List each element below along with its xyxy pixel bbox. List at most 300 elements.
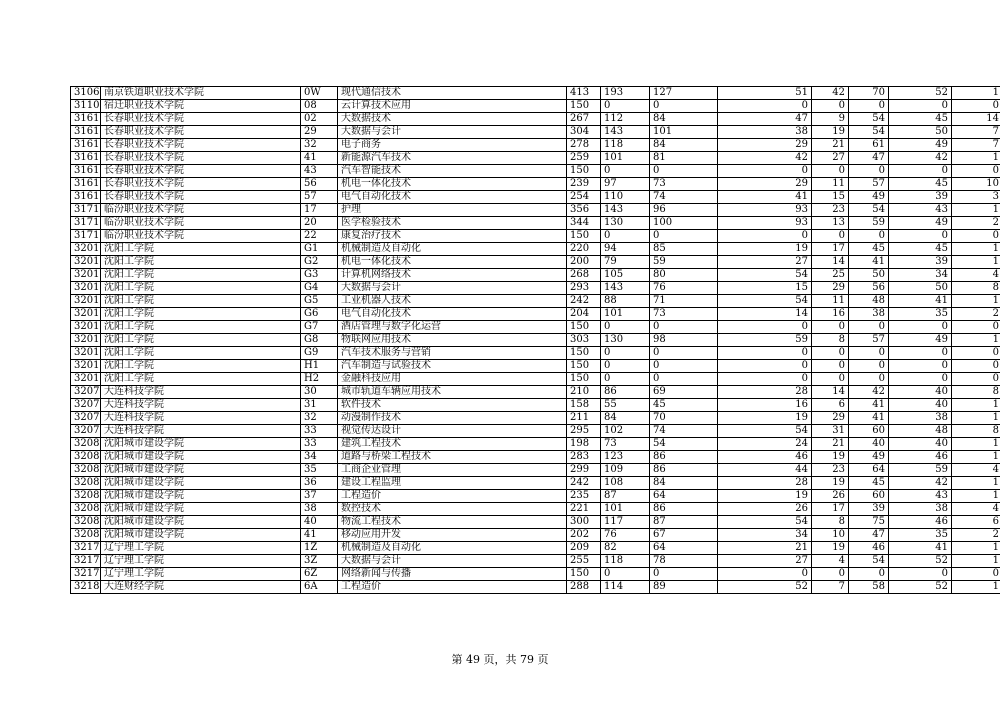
school-code-cell: 3217 (71, 542, 101, 555)
col-5-cell: 303 (567, 334, 601, 347)
table-row (71, 152, 1000, 165)
major-code-cell: 1Z (301, 542, 338, 555)
col-12-cell: 1 (952, 451, 1000, 464)
col-9-cell: 0 (812, 100, 849, 113)
col-7-cell: 73 (650, 178, 718, 191)
col-8-cell: 54 (718, 295, 812, 308)
table-row (71, 581, 1000, 594)
school-code-cell: 3171 (71, 230, 101, 243)
major-code-cell: 6Z (301, 568, 338, 581)
school-name-cell: 长春职业技术学院 (101, 139, 301, 152)
school-code-cell: 3207 (71, 399, 101, 412)
col-7-cell: 0 (650, 373, 718, 386)
col-5-cell: 209 (567, 542, 601, 555)
col-11-cell: 50 (889, 282, 952, 295)
col-11-cell: 46 (889, 516, 952, 529)
col-11-cell: 45 (889, 243, 952, 256)
col-8-cell: 24 (718, 438, 812, 451)
col-7-cell: 98 (650, 334, 718, 347)
school-code-cell: 3208 (71, 451, 101, 464)
col-11-cell: 49 (889, 139, 952, 152)
col-6-cell: 0 (601, 360, 650, 373)
col-7-cell: 45 (650, 399, 718, 412)
school-code-cell: 3208 (71, 477, 101, 490)
school-name-cell: 沈阳城市建设学院 (101, 516, 301, 529)
col-5-cell: 304 (567, 126, 601, 139)
school-code-cell: 3201 (71, 373, 101, 386)
col-12-cell: 0 (952, 360, 1000, 373)
col-6-cell: 143 (601, 282, 650, 295)
col-6-cell: 102 (601, 425, 650, 438)
col-9-cell: 0 (812, 373, 849, 386)
col-12-cell: 3 (952, 191, 1000, 204)
school-code-cell: 3208 (71, 529, 101, 542)
col-9-cell: 11 (812, 295, 849, 308)
col-7-cell: 86 (650, 464, 718, 477)
school-code-cell: 3201 (71, 269, 101, 282)
col-9-cell: 29 (812, 282, 849, 295)
col-5-cell: 202 (567, 529, 601, 542)
col-6-cell: 114 (601, 581, 650, 594)
major-code-cell: 30 (301, 386, 338, 399)
school-name-cell: 长春职业技术学院 (101, 126, 301, 139)
school-code-cell: 3207 (71, 412, 101, 425)
school-name-cell: 临汾职业技术学院 (101, 230, 301, 243)
col-12-cell: 0 (952, 165, 1000, 178)
col-6-cell: 101 (601, 308, 650, 321)
col-10-cell: 57 (849, 178, 889, 191)
col-5-cell: 295 (567, 425, 601, 438)
col-9-cell: 19 (812, 542, 849, 555)
col-12-cell: 1 (952, 477, 1000, 490)
col-11-cell: 42 (889, 477, 952, 490)
col-12-cell: 1 (952, 334, 1000, 347)
col-5-cell: 198 (567, 438, 601, 451)
col-7-cell: 127 (650, 87, 718, 100)
table-row (71, 555, 1000, 568)
col-9-cell: 19 (812, 477, 849, 490)
col-7-cell: 81 (650, 152, 718, 165)
col-8-cell: 54 (718, 516, 812, 529)
major-name-cell: 新能源汽车技术 (338, 152, 567, 165)
table-row (71, 178, 1000, 191)
school-code-cell: 3207 (71, 425, 101, 438)
col-5-cell: 150 (567, 373, 601, 386)
table-row (71, 100, 1000, 113)
col-12-cell: 8 (952, 282, 1000, 295)
col-7-cell: 0 (650, 100, 718, 113)
major-code-cell: 20 (301, 217, 338, 230)
col-8-cell: 29 (718, 178, 812, 191)
col-10-cell: 41 (849, 256, 889, 269)
col-8-cell: 51 (718, 87, 812, 100)
col-5-cell: 300 (567, 516, 601, 529)
col-12-cell: 6 (952, 516, 1000, 529)
school-name-cell: 临汾职业技术学院 (101, 217, 301, 230)
major-name-cell: 云计算技术应用 (338, 100, 567, 113)
col-9-cell: 9 (812, 113, 849, 126)
major-name-cell: 机电一体化技术 (338, 178, 567, 191)
col-10-cell: 54 (849, 126, 889, 139)
col-12-cell: 0 (952, 321, 1000, 334)
major-name-cell: 城市轨道车辆应用技术 (338, 386, 567, 399)
major-code-cell: G4 (301, 282, 338, 295)
col-6-cell: 130 (601, 217, 650, 230)
col-10-cell: 54 (849, 113, 889, 126)
col-11-cell: 52 (889, 555, 952, 568)
col-7-cell: 84 (650, 477, 718, 490)
table-row (71, 230, 1000, 243)
school-code-cell: 3217 (71, 555, 101, 568)
school-code-cell: 3201 (71, 256, 101, 269)
col-5-cell: 150 (567, 230, 601, 243)
col-10-cell: 64 (849, 464, 889, 477)
col-8-cell: 0 (718, 321, 812, 334)
col-5-cell: 288 (567, 581, 601, 594)
col-8-cell: 0 (718, 347, 812, 360)
school-name-cell: 宿迁职业技术学院 (101, 100, 301, 113)
col-6-cell: 82 (601, 542, 650, 555)
col-12-cell: 0 (952, 347, 1000, 360)
col-7-cell: 89 (650, 581, 718, 594)
major-name-cell: 医学检验技术 (338, 217, 567, 230)
col-6-cell: 0 (601, 165, 650, 178)
school-code-cell: 3161 (71, 191, 101, 204)
col-6-cell: 73 (601, 438, 650, 451)
major-name-cell: 机械制造及自动化 (338, 243, 567, 256)
table-row (71, 568, 1000, 581)
col-8-cell: 54 (718, 269, 812, 282)
major-name-cell: 大数据与会计 (338, 555, 567, 568)
col-11-cell: 42 (889, 152, 952, 165)
table-row (71, 542, 1000, 555)
major-name-cell: 软件技术 (338, 399, 567, 412)
col-10-cell: 70 (849, 87, 889, 100)
col-11-cell: 35 (889, 529, 952, 542)
col-12-cell: 1 (952, 581, 1000, 594)
col-11-cell: 52 (889, 581, 952, 594)
col-7-cell: 70 (650, 412, 718, 425)
col-5-cell: 254 (567, 191, 601, 204)
col-8-cell: 28 (718, 386, 812, 399)
col-11-cell: 45 (889, 178, 952, 191)
major-name-cell: 现代通信技术 (338, 87, 567, 100)
col-10-cell: 49 (849, 451, 889, 464)
col-7-cell: 101 (650, 126, 718, 139)
school-name-cell: 沈阳工学院 (101, 243, 301, 256)
col-6-cell: 118 (601, 139, 650, 152)
major-code-cell: 36 (301, 477, 338, 490)
major-name-cell: 视觉传达设计 (338, 425, 567, 438)
major-code-cell: 41 (301, 529, 338, 542)
col-9-cell: 11 (812, 178, 849, 191)
major-name-cell: 机械制造及自动化 (338, 542, 567, 555)
major-code-cell: G9 (301, 347, 338, 360)
major-name-cell: 康复治疗技术 (338, 230, 567, 243)
col-9-cell: 14 (812, 256, 849, 269)
col-6-cell: 109 (601, 464, 650, 477)
major-name-cell: 酒店管理与数字化运营 (338, 321, 567, 334)
school-name-cell: 沈阳城市建设学院 (101, 490, 301, 503)
col-12-cell: 2 (952, 529, 1000, 542)
col-10-cell: 54 (849, 555, 889, 568)
col-12-cell: 0 (952, 100, 1000, 113)
col-11-cell: 34 (889, 269, 952, 282)
col-8-cell: 0 (718, 360, 812, 373)
col-10-cell: 46 (849, 542, 889, 555)
major-code-cell: 32 (301, 412, 338, 425)
major-code-cell: 37 (301, 490, 338, 503)
col-8-cell: 38 (718, 126, 812, 139)
major-name-cell: 电气自动化技术 (338, 191, 567, 204)
col-10-cell: 49 (849, 191, 889, 204)
col-12-cell: 1 (952, 490, 1000, 503)
table-row (71, 373, 1000, 386)
col-5-cell: 239 (567, 178, 601, 191)
col-9-cell: 21 (812, 139, 849, 152)
col-12-cell: 1 (952, 243, 1000, 256)
col-5-cell: 211 (567, 412, 601, 425)
col-11-cell: 40 (889, 399, 952, 412)
school-code-cell: 3171 (71, 204, 101, 217)
col-7-cell: 78 (650, 555, 718, 568)
col-6-cell: 55 (601, 399, 650, 412)
major-name-cell: 电子商务 (338, 139, 567, 152)
col-5-cell: 242 (567, 477, 601, 490)
school-code-cell: 3110 (71, 100, 101, 113)
col-12-cell: 8 (952, 386, 1000, 399)
table-row (71, 529, 1000, 542)
col-5-cell: 299 (567, 464, 601, 477)
col-12-cell: 4 (952, 503, 1000, 516)
table-row (71, 139, 1000, 152)
major-code-cell: 02 (301, 113, 338, 126)
school-name-cell: 长春职业技术学院 (101, 178, 301, 191)
major-name-cell: 工程造价 (338, 581, 567, 594)
col-9-cell: 0 (812, 360, 849, 373)
col-5-cell: 413 (567, 87, 601, 100)
col-9-cell: 23 (812, 204, 849, 217)
school-code-cell: 3161 (71, 139, 101, 152)
col-7-cell: 0 (650, 165, 718, 178)
major-name-cell: 数控技术 (338, 503, 567, 516)
col-8-cell: 46 (718, 451, 812, 464)
table-row (71, 243, 1000, 256)
col-11-cell: 39 (889, 256, 952, 269)
col-11-cell: 0 (889, 321, 952, 334)
col-8-cell: 93 (718, 217, 812, 230)
school-code-cell: 3208 (71, 464, 101, 477)
school-code-cell: 3201 (71, 295, 101, 308)
col-8-cell: 34 (718, 529, 812, 542)
col-11-cell: 59 (889, 464, 952, 477)
col-12-cell: 1 (952, 555, 1000, 568)
col-7-cell: 100 (650, 217, 718, 230)
major-code-cell: H1 (301, 360, 338, 373)
col-7-cell: 73 (650, 308, 718, 321)
col-6-cell: 79 (601, 256, 650, 269)
major-name-cell: 网络新闻与传播 (338, 568, 567, 581)
table-row (71, 217, 1000, 230)
col-7-cell: 86 (650, 503, 718, 516)
col-10-cell: 59 (849, 217, 889, 230)
school-name-cell: 大连科技学院 (101, 425, 301, 438)
col-6-cell: 110 (601, 191, 650, 204)
col-6-cell: 0 (601, 347, 650, 360)
major-code-cell: 56 (301, 178, 338, 191)
col-9-cell: 6 (812, 399, 849, 412)
major-code-cell: 08 (301, 100, 338, 113)
school-name-cell: 辽宁理工学院 (101, 555, 301, 568)
table-row (71, 386, 1000, 399)
col-6-cell: 0 (601, 373, 650, 386)
col-9-cell: 42 (812, 87, 849, 100)
major-name-cell: 工程造价 (338, 490, 567, 503)
col-11-cell: 43 (889, 204, 952, 217)
col-7-cell: 59 (650, 256, 718, 269)
col-5-cell: 235 (567, 490, 601, 503)
major-code-cell: 31 (301, 399, 338, 412)
col-11-cell: 38 (889, 503, 952, 516)
col-12-cell: 10 (952, 178, 1000, 191)
major-code-cell: 17 (301, 204, 338, 217)
col-11-cell: 41 (889, 295, 952, 308)
school-code-cell: 3208 (71, 516, 101, 529)
col-10-cell: 58 (849, 581, 889, 594)
col-5-cell: 268 (567, 269, 601, 282)
table-row (71, 165, 1000, 178)
col-7-cell: 76 (650, 282, 718, 295)
col-7-cell: 96 (650, 204, 718, 217)
col-8-cell: 27 (718, 555, 812, 568)
col-9-cell: 19 (812, 126, 849, 139)
col-8-cell: 47 (718, 113, 812, 126)
major-code-cell: 33 (301, 438, 338, 451)
col-12-cell: 0 (952, 568, 1000, 581)
col-12-cell: 8 (952, 425, 1000, 438)
table-row (71, 282, 1000, 295)
table-row (71, 503, 1000, 516)
col-5-cell: 344 (567, 217, 601, 230)
table-row (71, 308, 1000, 321)
col-7-cell: 71 (650, 295, 718, 308)
school-code-cell: 3161 (71, 178, 101, 191)
major-code-cell: 35 (301, 464, 338, 477)
col-11-cell: 35 (889, 308, 952, 321)
col-9-cell: 4 (812, 555, 849, 568)
table-row (71, 113, 1000, 126)
major-code-cell: 41 (301, 152, 338, 165)
col-12-cell: 1 (952, 295, 1000, 308)
major-code-cell: 43 (301, 165, 338, 178)
major-name-cell: 建筑工程技术 (338, 438, 567, 451)
school-name-cell: 沈阳工学院 (101, 282, 301, 295)
col-11-cell: 40 (889, 438, 952, 451)
school-name-cell: 沈阳城市建设学院 (101, 503, 301, 516)
major-name-cell: 汽车技术服务与营销 (338, 347, 567, 360)
col-8-cell: 59 (718, 334, 812, 347)
major-name-cell: 物联网应用技术 (338, 334, 567, 347)
major-code-cell: 29 (301, 126, 338, 139)
col-12-cell: 1 (952, 87, 1000, 100)
table-row (71, 438, 1000, 451)
major-name-cell: 大数据与会计 (338, 126, 567, 139)
col-7-cell: 64 (650, 490, 718, 503)
col-11-cell: 0 (889, 100, 952, 113)
major-name-cell: 护理 (338, 204, 567, 217)
col-5-cell: 259 (567, 152, 601, 165)
major-code-cell: 22 (301, 230, 338, 243)
col-10-cell: 60 (849, 425, 889, 438)
school-name-cell: 沈阳城市建设学院 (101, 477, 301, 490)
col-10-cell: 39 (849, 503, 889, 516)
col-6-cell: 101 (601, 152, 650, 165)
col-9-cell: 21 (812, 438, 849, 451)
col-11-cell: 41 (889, 542, 952, 555)
col-11-cell: 45 (889, 113, 952, 126)
col-8-cell: 29 (718, 139, 812, 152)
major-code-cell: 40 (301, 516, 338, 529)
data-table (70, 86, 1000, 594)
col-9-cell: 15 (812, 191, 849, 204)
col-6-cell: 108 (601, 477, 650, 490)
col-5-cell: 267 (567, 113, 601, 126)
col-11-cell: 40 (889, 386, 952, 399)
col-7-cell: 86 (650, 451, 718, 464)
major-code-cell: G6 (301, 308, 338, 321)
col-8-cell: 42 (718, 152, 812, 165)
col-8-cell: 93 (718, 204, 812, 217)
major-code-cell: 0W (301, 87, 338, 100)
col-8-cell: 14 (718, 308, 812, 321)
col-7-cell: 84 (650, 139, 718, 152)
col-11-cell: 0 (889, 347, 952, 360)
col-8-cell: 0 (718, 165, 812, 178)
col-9-cell: 0 (812, 165, 849, 178)
col-12-cell: 0 (952, 230, 1000, 243)
major-name-cell: 大数据与会计 (338, 282, 567, 295)
major-name-cell: 机电一体化技术 (338, 256, 567, 269)
school-code-cell: 3208 (71, 438, 101, 451)
major-name-cell: 汽车智能技术 (338, 165, 567, 178)
col-5-cell: 158 (567, 399, 601, 412)
table-row (71, 360, 1000, 373)
school-name-cell: 大连科技学院 (101, 412, 301, 425)
col-8-cell: 0 (718, 568, 812, 581)
school-name-cell: 沈阳工学院 (101, 269, 301, 282)
table-row (71, 87, 1000, 100)
col-5-cell: 200 (567, 256, 601, 269)
col-12-cell: 7 (952, 139, 1000, 152)
col-9-cell: 0 (812, 568, 849, 581)
col-6-cell: 118 (601, 555, 650, 568)
major-code-cell: 57 (301, 191, 338, 204)
col-9-cell: 25 (812, 269, 849, 282)
col-9-cell: 17 (812, 503, 849, 516)
school-name-cell: 沈阳城市建设学院 (101, 464, 301, 477)
col-11-cell: 0 (889, 230, 952, 243)
col-10-cell: 41 (849, 399, 889, 412)
col-12-cell: 1 (952, 256, 1000, 269)
school-name-cell: 辽宁理工学院 (101, 542, 301, 555)
school-code-cell: 3161 (71, 165, 101, 178)
school-name-cell: 沈阳工学院 (101, 308, 301, 321)
school-code-cell: 3208 (71, 490, 101, 503)
col-9-cell: 8 (812, 516, 849, 529)
school-name-cell: 大连财经学院 (101, 581, 301, 594)
col-11-cell: 43 (889, 490, 952, 503)
col-9-cell: 0 (812, 347, 849, 360)
